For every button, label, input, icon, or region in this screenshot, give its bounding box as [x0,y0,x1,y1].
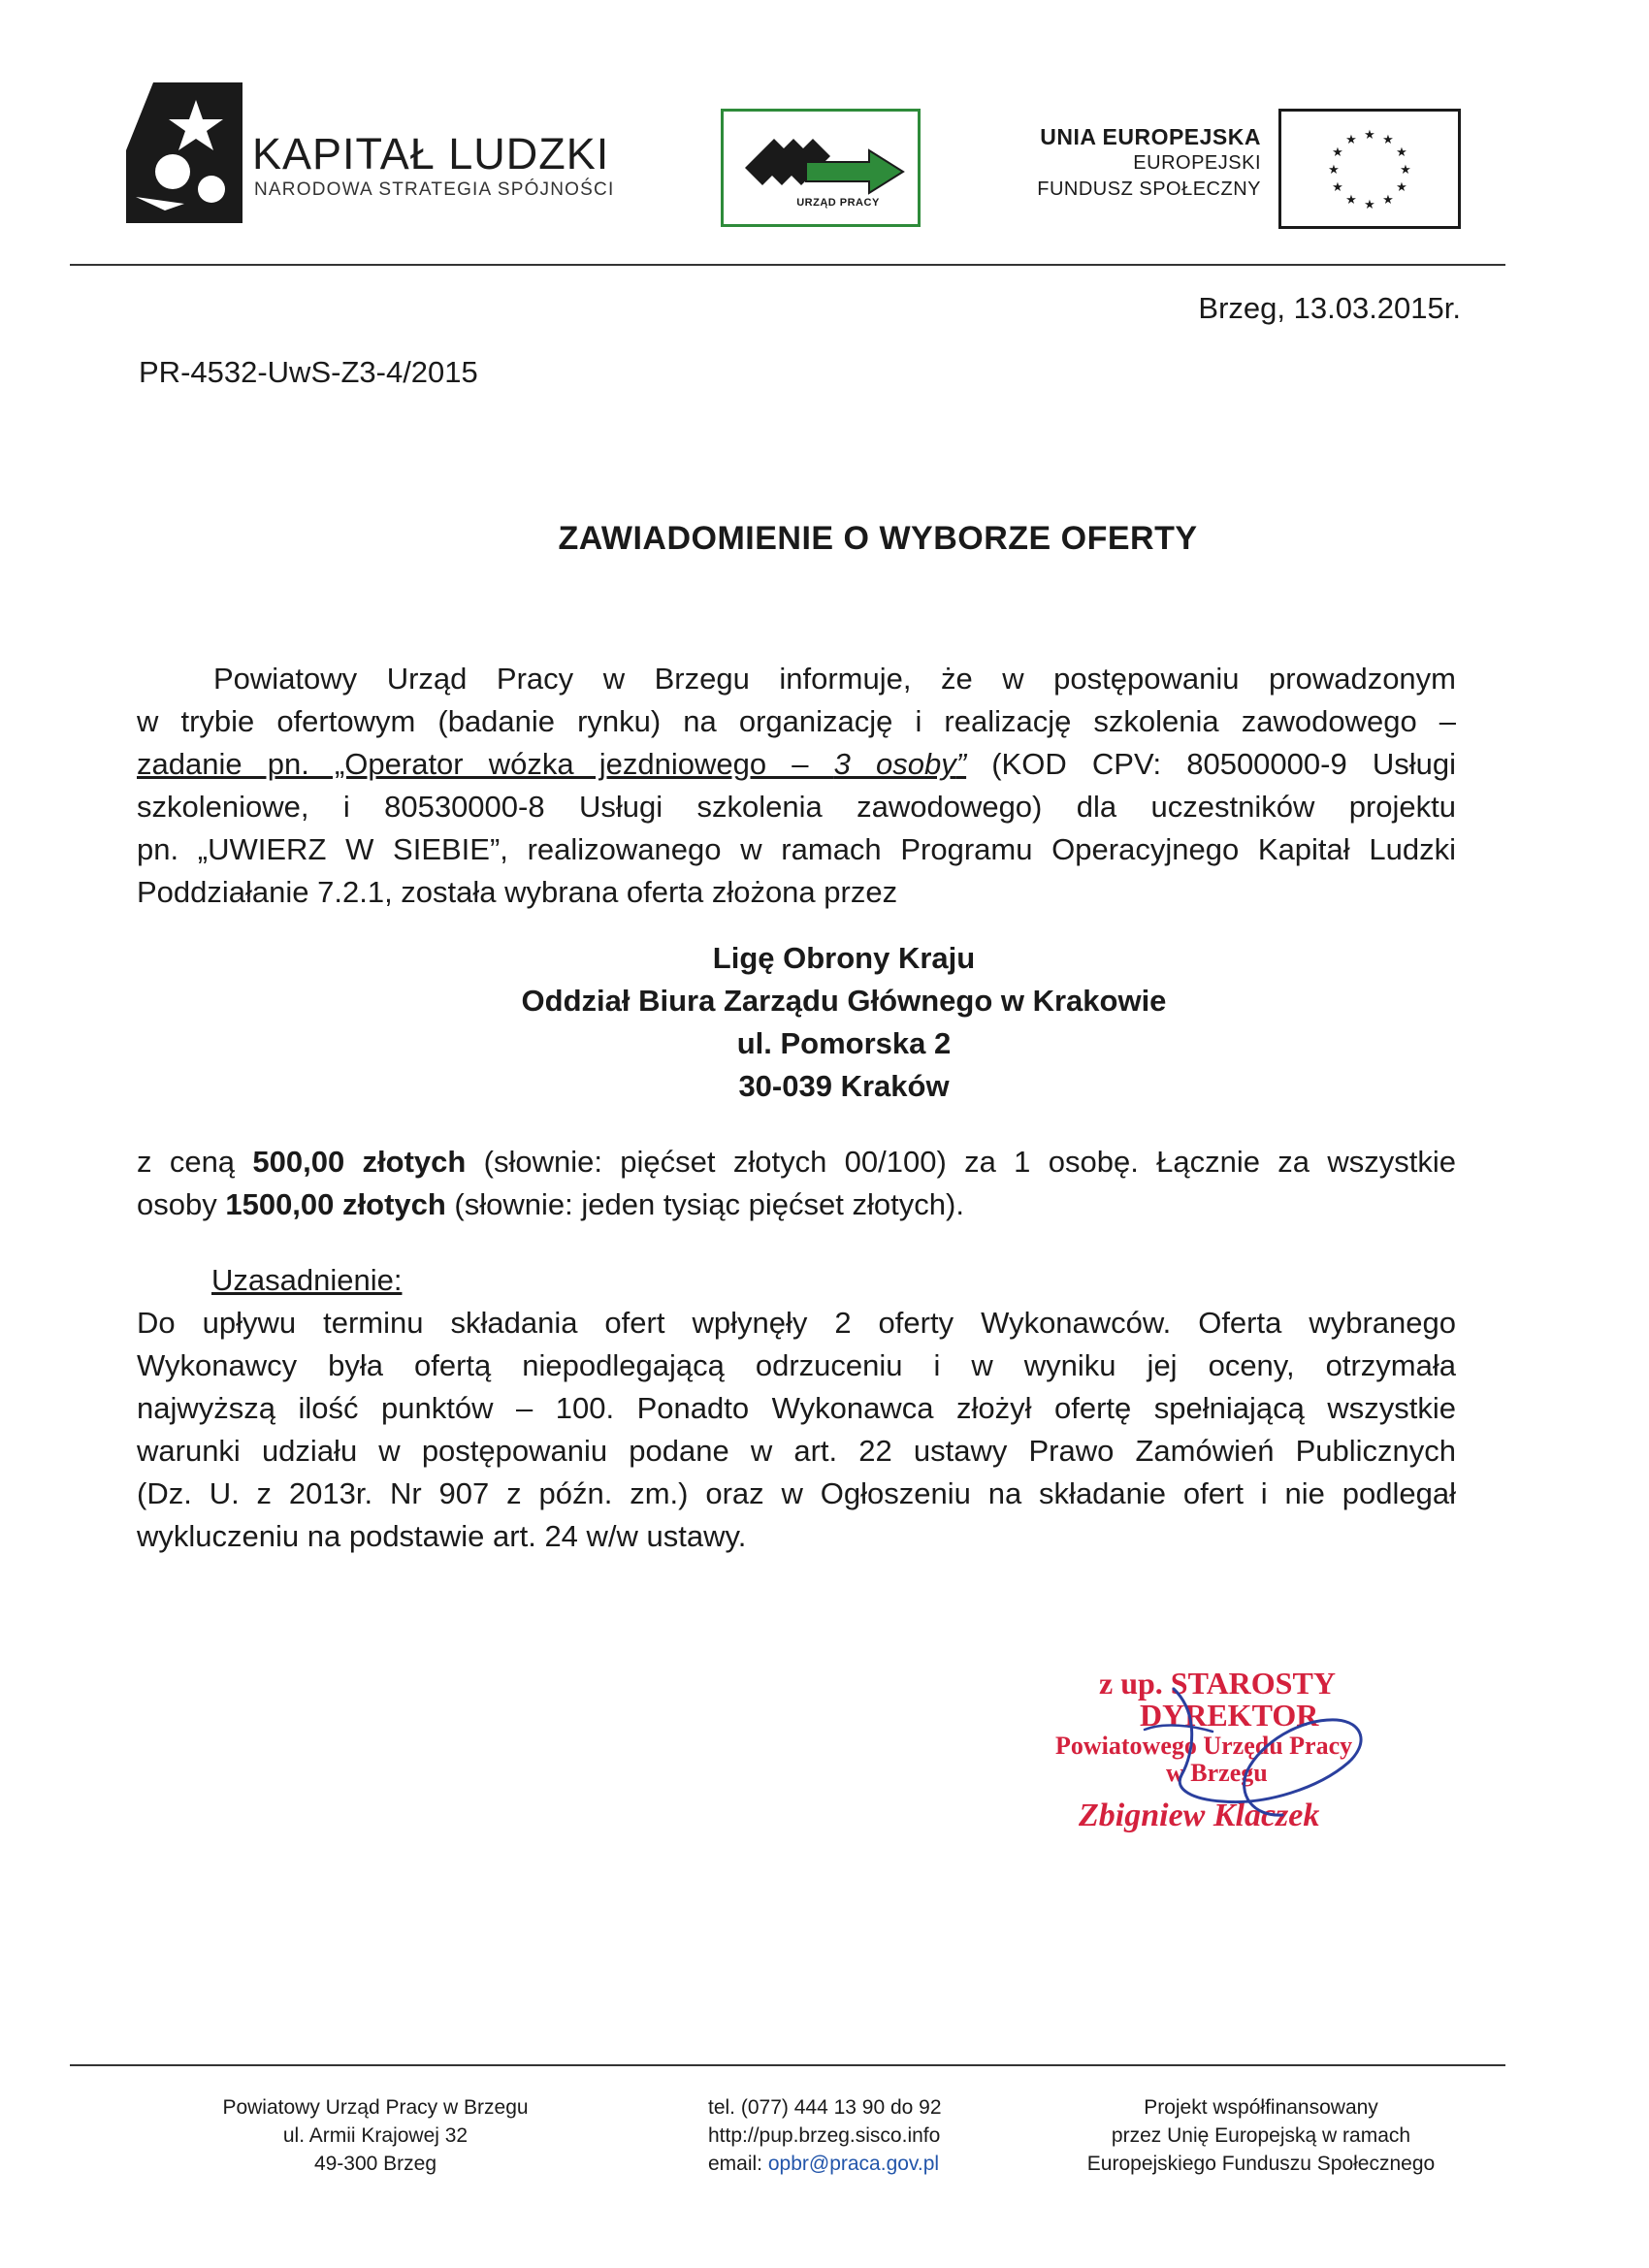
stamp-signatory: Zbigniew Klaczek [1079,1798,1320,1833]
footer-cofinancing [1077,2093,1445,2178]
header-divider [70,264,1505,266]
justification-heading: Uzasadnienie: [211,1263,403,1297]
footer-office-city: 49-300 Brzeg [313,2153,437,2175]
urzad-pracy-logo [721,109,921,227]
reference-number: PR-4532-UwS-Z3-4/2015 [139,355,478,389]
svg-text:★: ★ [1400,163,1411,178]
task-name-text: zadanie pn. „Operator wózka jezdniowego – [137,747,834,781]
svg-text:★: ★ [1332,180,1343,195]
urzad-pracy-caption: URZĄD PRACY [796,197,880,209]
svg-text:★: ★ [1328,163,1340,178]
svg-text:★: ★ [1332,146,1343,160]
document-title: ZAWIADOMIENIE O WYBORZE OFERTY [558,520,1198,557]
stamp-line-4: w Brzegu [1166,1759,1268,1787]
unit-price: 500,00 złotych [252,1145,467,1179]
winner-address [0,937,1649,1108]
stamp-line-3: Powiatowego Urzędu Pracy [1055,1732,1353,1760]
task-persons-italic: 3 osoby [833,747,956,781]
kapital-ludzki-emblem-icon [126,82,242,223]
footer-cofinancing-line-2: przez Unię Europejską w ramach [1111,2124,1411,2147]
just-line-5: (Dz. U. z 2013r. Nr 907 z późn. zm.) oraz w Ogłoszeniu na składanie ofert i nie podlegał [137,1476,1456,1510]
footer-office-street: ul. Armii Krajowej 32 [282,2124,469,2147]
eu-flag-icon [1278,109,1461,229]
p1-line-6: Poddziałanie 7.2.1, została wybrana oferta złożona przez [137,875,898,909]
p1-line-3 [137,743,1456,786]
ue-line-3: FUNDUSZ SPOŁECZNY [1037,178,1261,200]
task-name-underlined [137,747,966,781]
ue-text-block [970,124,1261,203]
just-line-4: warunki udziału w postępowaniu podane w art. 22 ustawy Prawo Zamówień Publicznych [137,1434,1456,1468]
footer-contact [708,2093,942,2178]
stamp-line-2: DYREKTOR [1140,1698,1319,1733]
footer-office-name: Powiatowy Urząd Pracy w Brzegu [222,2096,529,2119]
cpv-code-text: (KOD CPV: 80500000-9 Usługi [966,747,1456,781]
svg-text:★: ★ [1364,198,1375,212]
handwritten-signature-icon [1028,1654,1416,1877]
winner-city: 30-039 Kraków [738,1069,950,1103]
place-date: Brzeg, 13.03.2015r. [1198,291,1461,325]
svg-text:★: ★ [1345,193,1357,208]
just-line-2: Wykonawcy była ofertą niepodlegającą odrzuceniu i w wyniku jej oceny, otrzymała [137,1348,1456,1382]
footer-website-link[interactable]: http://pup.brzeg.sisco.info [708,2124,941,2147]
total-words: (słownie: jeden tysiąc pięćset złotych). [445,1187,964,1221]
footer-email-label: email: [708,2153,768,2175]
winner-name: Ligę Obrony Kraju [712,941,976,975]
stamp-line-1: z up. STAROSTY [1099,1666,1336,1701]
footer-email-link[interactable]: opbr@praca.gov.pl [767,2153,940,2175]
p1-line-5: pn. „UWIERZ W SIEBIE”, realizowanego w ramach Programu Operacyjnego Kapitał Ludzki [137,832,1456,866]
task-closing-quote: ” [955,747,967,781]
svg-text:★: ★ [1396,180,1407,195]
just-line-1: Do upływu terminu składania ofert wpłynęły 2 oferty Wykonawców. Oferta wybranego [137,1306,1456,1340]
kapital-ludzki-title: KAPITAŁ LUDZKI [252,129,610,178]
svg-text:★: ★ [1382,193,1394,208]
total-price: 1500,00 złotych [225,1187,446,1221]
price-line-2 [137,1183,1456,1226]
ue-line-2: EUROPEJSKI [1133,152,1261,174]
price-prefix: z ceną [137,1145,253,1179]
winner-branch: Oddział Biura Zarządu Głównego w Krakowie [521,984,1167,1018]
svg-text:★: ★ [1396,146,1407,160]
price-words: (słownie: pięćset złotych 00/100) za 1 osobę. Łącznie za wszystkie [466,1145,1456,1179]
kapital-ludzki-logo [126,82,650,228]
p1-line-2: w trybie ofertowym (badanie rynku) na organizację i realizację szkolenia zawodowego – [137,704,1456,738]
total-prefix: osoby [137,1187,226,1221]
p1-line-1: Powiatowy Urząd Pracy w Brzegu informuje, że w postępowaniu prowadzonym [213,662,1456,696]
just-line-3: najwyższą ilość punktów – 100. Ponadto Wykonawca złożył ofertę spełniającą wszystkie [137,1391,1456,1425]
kapital-ludzki-subtitle: NARODOWA STRATEGIA SPÓJNOŚCI [254,179,615,200]
footer-cofinancing-line-1: Projekt współfinansowany [1144,2096,1378,2119]
just-line-6: wykluczeniu na podstawie art. 24 w/w ustawy. [137,1519,747,1553]
winner-street: ul. Pomorska 2 [736,1026,952,1060]
footer-phone: tel. (077) 444 13 90 do 92 [708,2096,942,2119]
ue-line-1: UNIA EUROPEJSKA [1040,124,1261,149]
eu-stars-icon [1281,112,1458,226]
director-stamp [1028,1654,1416,1877]
svg-text:★: ★ [1382,133,1394,147]
footer-divider [70,2064,1505,2066]
footer-office-address [194,2093,557,2178]
svg-text:★: ★ [1345,133,1357,147]
footer-email-line [708,2150,942,2178]
price-line-1 [137,1141,1456,1183]
svg-text:★: ★ [1364,128,1375,143]
p1-line-4: szkoleniowe, i 80530000-8 Usługi szkolenia zawodowego) dla uczestników projektu [137,790,1456,824]
footer-cofinancing-line-3: Europejskiego Funduszu Społecznego [1086,2153,1436,2175]
